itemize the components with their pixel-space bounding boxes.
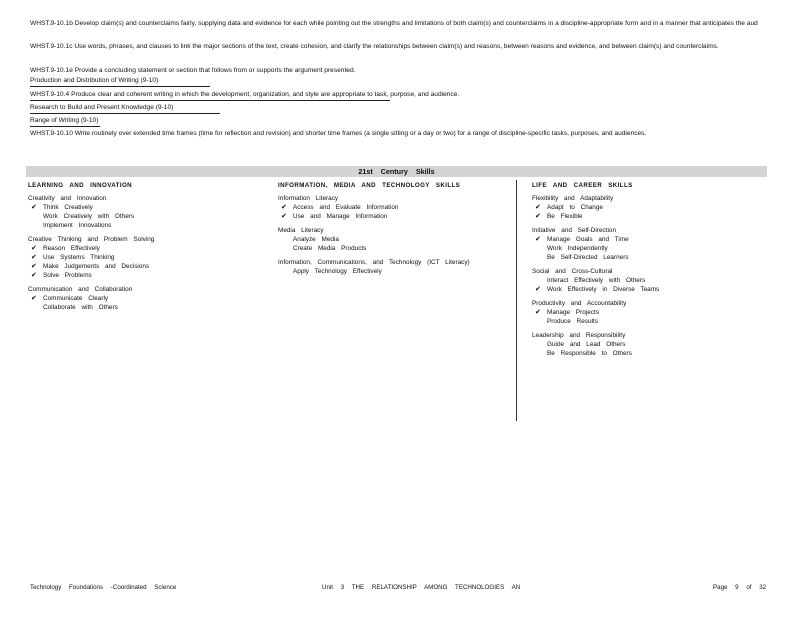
skill-category: Information Literacy bbox=[278, 195, 339, 202]
skill-item: Be Self-Directed Learners bbox=[547, 254, 629, 261]
standard-text: Use words, phrases, and clauses to link the major sections of the text, create cohesion, and clarify the relationships between claim(s) and reasons, between reasons and evidence, and between claim(s) and counterclaims. bbox=[74, 43, 719, 50]
footer-center: Unit 3 THE RELATIONSHIP AMONG TECHNOLOGIES AN bbox=[322, 584, 521, 591]
skills-banner: 21st Century Skills bbox=[26, 166, 767, 177]
standard-text: Write routinely over extended time frames (time for reflection and revision) and shorter time frames (a single sitting or a day or two) for a range of discipline-specific tasks, purposes, and audiences. bbox=[74, 130, 647, 137]
skill-item-checked: ✔ Manage Projects bbox=[532, 308, 762, 317]
skill-item-checked: ✔ Communicate Clearly bbox=[28, 294, 268, 303]
divider-rule bbox=[30, 100, 390, 101]
skill-category: Initiative and Self-Direction bbox=[532, 227, 617, 234]
skill-category: Leadership and Responsibility bbox=[532, 332, 626, 339]
standard-10 bbox=[30, 129, 765, 138]
skill-item-checked: ✔ Access and Evaluate Information bbox=[278, 203, 508, 212]
standard-1b bbox=[30, 19, 765, 28]
heading-range: Range of Writing (9-10) bbox=[30, 117, 99, 124]
skill-item: Work Creatively with Others bbox=[43, 213, 135, 220]
standard-code: WHST.9-10.1b bbox=[30, 20, 73, 27]
skill-item: Apply Technology Effectively bbox=[293, 268, 382, 275]
column-heading: LEARNING AND INNOVATION bbox=[28, 182, 133, 189]
skill-item-checked: ✔ Be Flexible bbox=[532, 212, 762, 221]
skill-item-checked: ✔ Work Effectively in Diverse Teams bbox=[532, 285, 762, 294]
skill-item: Be Responsible to Others bbox=[547, 350, 632, 357]
skill-item-checked: ✔ Make Judgements and Decisions bbox=[28, 262, 268, 271]
column-information bbox=[278, 181, 508, 276]
standard-code: WHST.9-10.1c bbox=[30, 43, 73, 50]
skill-category: Information, Communications, and Technology (ICT Literacy) bbox=[278, 259, 470, 266]
divider-rule bbox=[30, 113, 220, 114]
column-learning bbox=[28, 181, 268, 312]
footer-page-number: Page 9 of 32 bbox=[713, 584, 767, 591]
skill-category: Creativity and Innovation bbox=[28, 195, 107, 202]
column-heading: LIFE AND CAREER SKILLS bbox=[532, 182, 633, 189]
skill-item-checked: ✔ Manage Goals and Time bbox=[532, 235, 762, 244]
skill-item: Work Independently bbox=[547, 245, 608, 252]
skill-item: Guide and Lead Others bbox=[547, 341, 626, 348]
divider-rule bbox=[30, 126, 100, 127]
divider-rule bbox=[30, 86, 210, 87]
skill-category: Media Literacy bbox=[278, 227, 324, 234]
skill-item-checked: ✔ Use and Manage Information bbox=[278, 212, 508, 221]
standard-text: Develop claim(s) and counterclaims fairly, supplying data and evidence for each while pointing out the strengths and limitations of both claim(s) and counterclaims in a discipline-appropriate form and in a manner that anticipates the aud bbox=[74, 20, 758, 27]
heading-production: Production and Distribution of Writing (9-10) bbox=[30, 77, 159, 84]
skill-item-checked: ✔ Solve Problems bbox=[28, 271, 268, 280]
skill-item: Produce Results bbox=[547, 318, 598, 325]
footer-left: Technology Foundations -Coordinated Science bbox=[30, 584, 177, 591]
column-heading: INFORMATION, MEDIA AND TECHNOLOGY SKILLS bbox=[278, 182, 461, 189]
standard-code: WHST.9-10.1e bbox=[30, 67, 73, 74]
standard-code: WHST.9-10.10 bbox=[30, 130, 73, 137]
standard-1e bbox=[30, 66, 765, 75]
skill-category: Social and Cross-Cultural bbox=[532, 268, 613, 275]
skill-item-checked: ✔ Think Creatively bbox=[28, 203, 268, 212]
standard-1c bbox=[30, 42, 765, 51]
skill-item: Implement Innovations bbox=[43, 222, 112, 229]
skill-item-checked: ✔ Adapt to Change bbox=[532, 203, 762, 212]
heading-research: Research to Build and Present Knowledge (9-10) bbox=[30, 104, 174, 111]
skill-category: Productivity and Accountability bbox=[532, 300, 627, 307]
skill-item-checked: ✔ Reason Effectively bbox=[28, 244, 268, 253]
skill-category: Flexibility and Adaptability bbox=[532, 195, 614, 202]
skill-item: Create Media Products bbox=[293, 245, 367, 252]
skill-item-checked: ✔ Use Systems Thinking bbox=[28, 253, 268, 262]
skill-category: Communication and Collaboration bbox=[28, 286, 133, 293]
column-divider bbox=[516, 180, 517, 421]
standard-text: Produce clear and coherent writing in which the development, organization, and style are appropriate to task, purpose, and audience. bbox=[71, 91, 460, 98]
skill-item: Interact Effectively with Others bbox=[547, 277, 646, 284]
standard-code: WHST.9-10.4 bbox=[30, 91, 70, 98]
skill-item: Collaborate with Others bbox=[43, 304, 118, 311]
column-life-career bbox=[532, 181, 762, 358]
skill-item: Analyze Media bbox=[293, 236, 339, 243]
skill-category: Creative Thinking and Problem Solving bbox=[28, 236, 155, 243]
standard-4 bbox=[30, 90, 765, 99]
standard-text: Provide a concluding statement or section that follows from or supports the argument presented. bbox=[74, 67, 356, 74]
